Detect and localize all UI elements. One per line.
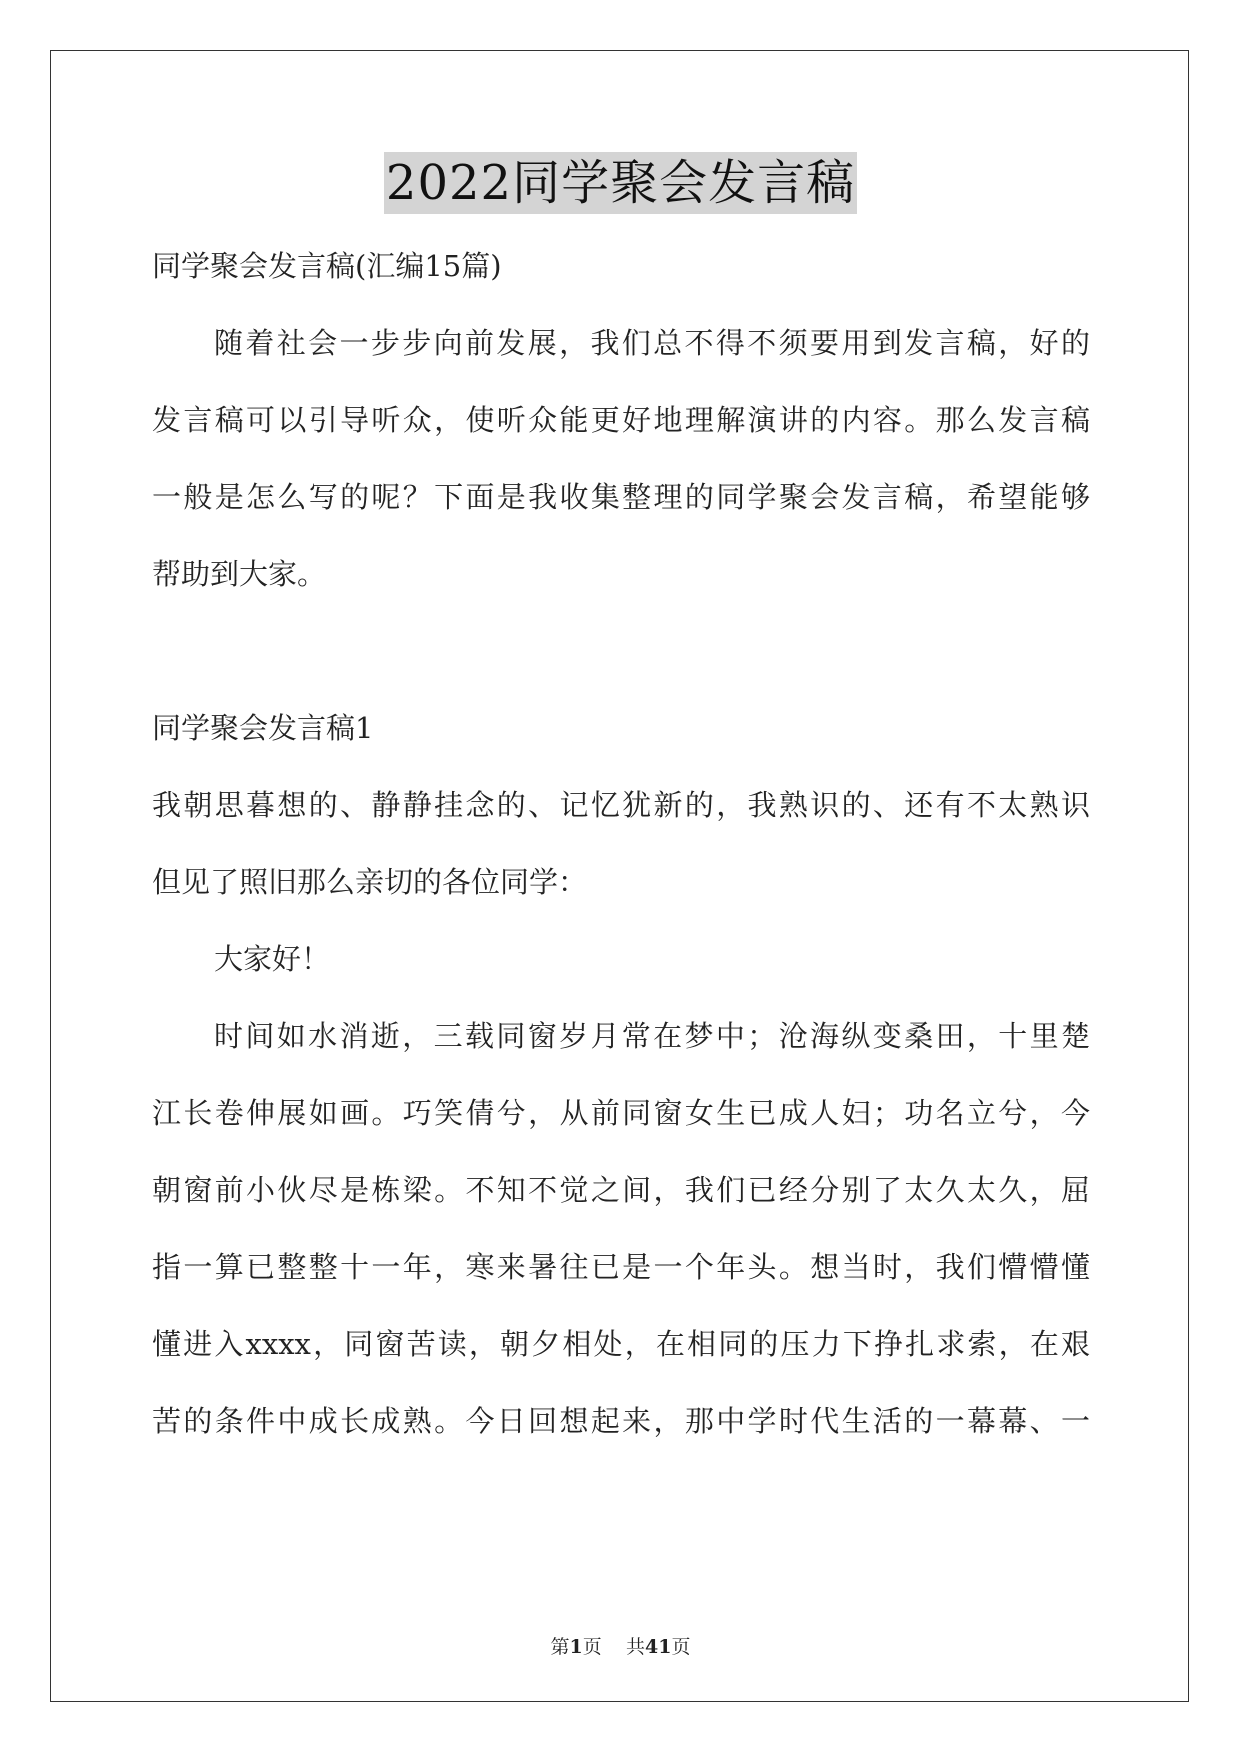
total-prefix: 共 bbox=[625, 1636, 645, 1658]
total-unit: 页 bbox=[671, 1636, 691, 1658]
intro-line: 发言稿可以引导听众，使听众能更好地理解演讲的内容。那么发言稿 bbox=[152, 403, 1090, 437]
greeting-line: 大家好！ bbox=[214, 942, 331, 976]
paragraph-gap bbox=[152, 613, 1090, 690]
page-footer bbox=[0, 1632, 1241, 1659]
document-body bbox=[152, 228, 1090, 1460]
title-wrap bbox=[0, 152, 1241, 214]
section-heading: 同学聚会发言稿1 bbox=[152, 711, 374, 745]
intro-line: 帮助到大家。 bbox=[152, 557, 327, 591]
intro-line: 一般是怎么写的呢？下面是我收集整理的同学聚会发言稿，希望能够 bbox=[152, 480, 1090, 514]
speech-line: 苦的条件中成长成熟。今日回想起来，那中学时代生活的一幕幕、一 bbox=[152, 1404, 1090, 1438]
intro-line: 随着社会一步步向前发展，我们总不得不须要用到发言稿，好的 bbox=[214, 326, 1090, 360]
page-unit: 页 bbox=[582, 1636, 602, 1658]
total-pages: 41 bbox=[644, 1636, 672, 1658]
speech-line: 江长卷伸展如画。巧笑倩兮，从前同窗女生已成人妇；功名立兮，今 bbox=[152, 1096, 1090, 1130]
speech-line: 但见了照旧那么亲切的各位同学： bbox=[152, 865, 588, 899]
speech-line: 我朝思暮想的、静静挂念的、记忆犹新的，我熟识的、还有不太熟识 bbox=[152, 788, 1090, 822]
subtitle-line: 同学聚会发言稿(汇编15篇) bbox=[152, 249, 502, 283]
document-title: 2022同学聚会发言稿 bbox=[384, 152, 857, 214]
speech-line: 朝窗前小伙尽是栋梁。不知不觉之间，我们已经分别了太久太久，屈 bbox=[152, 1173, 1090, 1207]
page-prefix: 第 bbox=[550, 1636, 570, 1658]
speech-line: 时间如水消逝，三载同窗岁月常在梦中；沧海纵变桑田，十里楚 bbox=[214, 1019, 1090, 1053]
speech-line: 指一算已整整十一年，寒来暑往已是一个年头。想当时，我们懵懵懂 bbox=[152, 1250, 1090, 1284]
page-number: 1 bbox=[569, 1636, 583, 1658]
speech-line: 懂进入xxxx，同窗苦读，朝夕相处，在相同的压力下挣扎求索，在艰 bbox=[152, 1327, 1090, 1361]
